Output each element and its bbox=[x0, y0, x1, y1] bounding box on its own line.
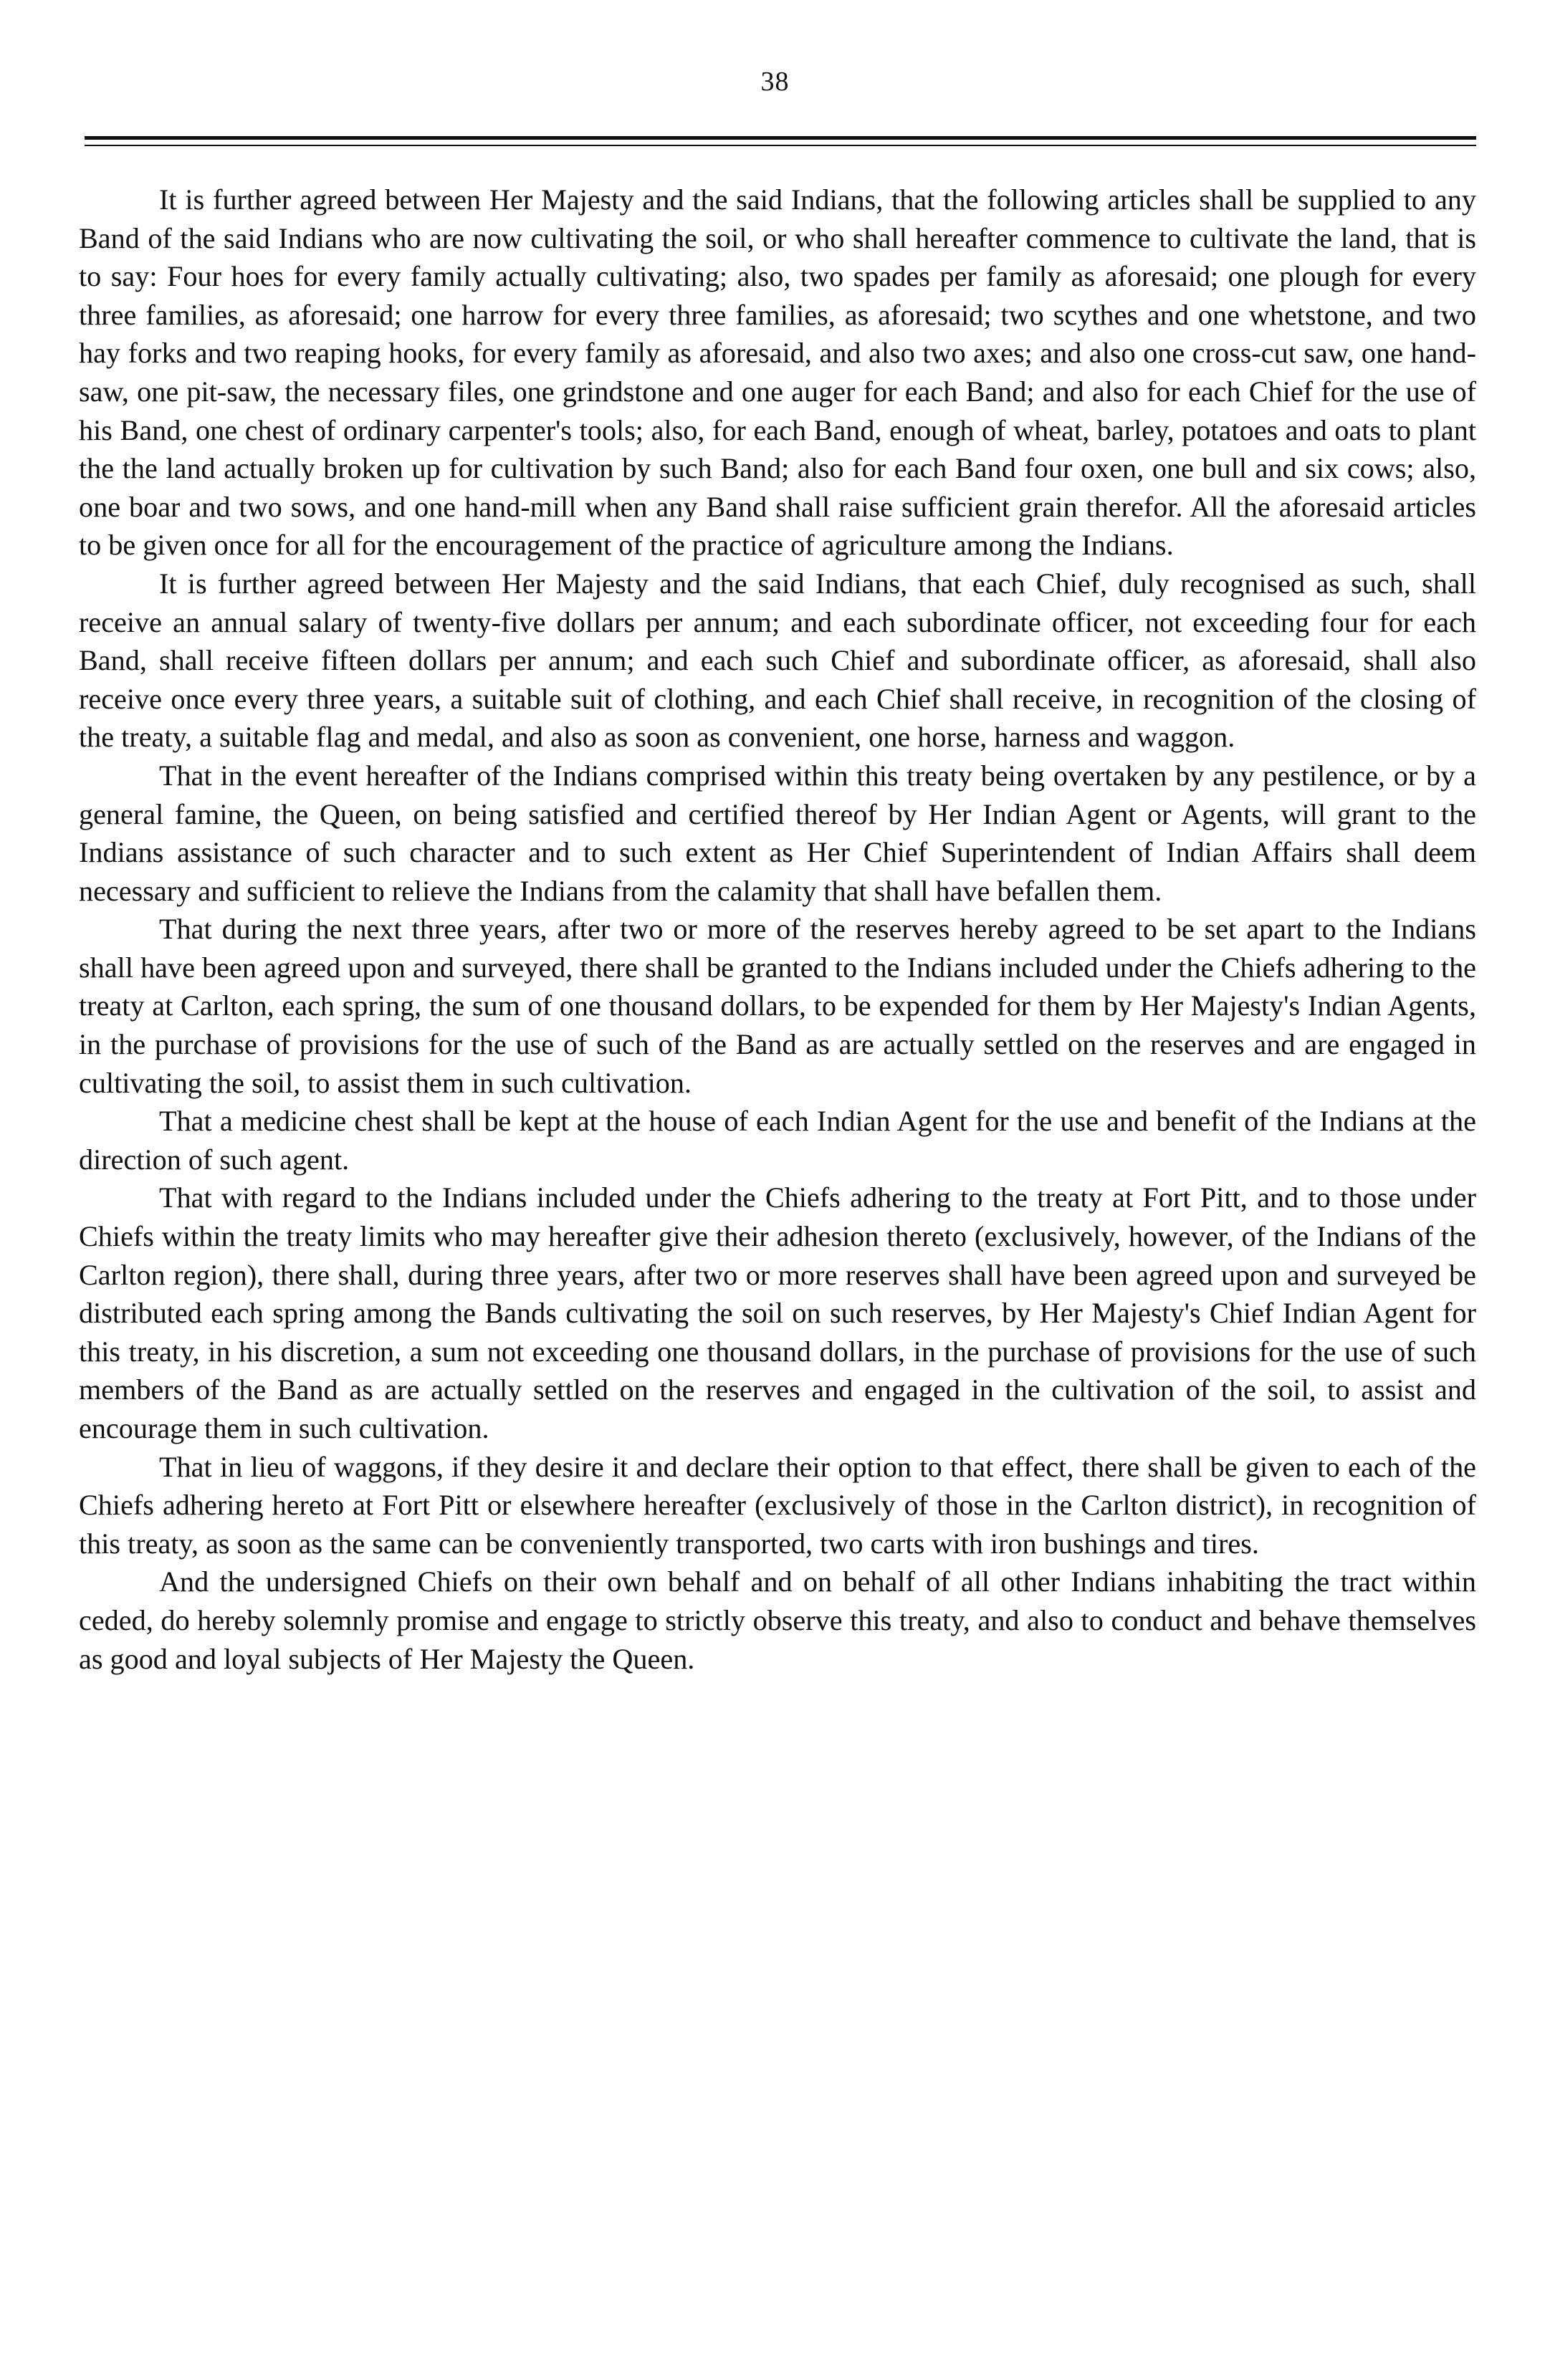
paragraph-medicine-chest: That a medicine chest shall be kept at the house of each Indian Agent for the use and benefit of the Indians at the direction of such agent. bbox=[79, 1105, 1476, 1176]
paragraph-fort-pitt-provisions: That with regard to the Indians included under the Chiefs adhering to the treaty at Fort Pitt, and to those under Chiefs within the treaty limits who may hereafter give their adhesion thereto (exclusively, however, of the Indians of the Carlton region), there shall, during three years, after two or more reserves shall have been agreed upon and surveyed be distributed each spring among the Bands cultivating the soil on such reserves, by Her Majesty's Chief Indian Agent for this treaty, in his discretion, a sum not exceeding one thousand dollars, in the purchase of provisions for the use of such members of the Band as are actually settled on the reserves and engaged in the cultivation of the soil, to assist and encourage them in such cultivation. bbox=[79, 1181, 1476, 1444]
paragraph-undertaking: And the undersigned Chiefs on their own behalf and on behalf of all other Indians inhabiting the tract within ceded, do hereby solemnly promise and engage to strictly observe this treaty, and also to conduct and behave themselves as good and loyal subjects of Her Majesty the Queen. bbox=[79, 1565, 1476, 1675]
paragraph-famine-assistance: That in the event hereafter of the Indians comprised within this treaty being overtaken by any pestilence, or by a general famine, the Queen, on being satisfied and certified thereof by Her Indian Agent or Agents, will grant to the Indians assistance of such character and to such extent as Her Chief Superintendent of Indian Affairs shall deem necessary and sufficient to relieve the Indians from the calamity that shall have befallen them. bbox=[79, 759, 1476, 907]
header-rule-thick bbox=[85, 136, 1476, 140]
paragraph-carlton-provisions: That during the next three years, after two or more of the reserves hereby agreed to be set apart to the Indians shall have been agreed upon and surveyed, there shall be granted to the Indians included under the Chiefs adhering to the treaty at Carlton, each spring, the sum of one thousand dollars, to be expended for them by Her Majesty's Indian Agents, in the purchase of provisions for the use of such of the Band as are actually settled on the reserves and are engaged in cultivating the soil, to assist them in such cultivation. bbox=[79, 913, 1476, 1099]
paragraph-chief-salaries: It is further agreed between Her Majesty and the said Indians, that each Chief, duly recognised as such, shall receive an annual salary of twenty-five dollars per annum; and each subordinate officer, not exceeding four for each Band, shall receive fifteen dollars per annum; and each such Chief and subordinate officer, as aforesaid, shall also receive once every three years, a suitable suit of clothing, and each Chief shall receive, in recognition of the closing of the treaty, a suitable flag and medal, and also as soon as convenient, one horse, harness and waggon. bbox=[79, 567, 1476, 754]
page-number: 38 bbox=[760, 67, 790, 97]
paragraph-agricultural-implements: It is further agreed between Her Majesty and the said Indians, that the following articles shall be supplied to any Band of the said Indians who are now cultivating the soil, or who shall hereafter commence to cultivate the land, that is to say: Four hoes for every family actually cultivating; also, two spades per family as aforesaid; one plough for every three families, as aforesaid; one harrow for every three families, as aforesaid; two scythes and one whetstone, and two hay forks and two reaping hooks, for every family as aforesaid, and also two axes; and also one cross-cut saw, one hand-saw, one pit-saw, the necessary files, one grindstone and one auger for each Band; and also for each Chief for the use of his Band, one chest of ordinary carpenter's tools; also, for each Band, enough of wheat, barley, potatoes and oats to plant the the land actually broken up for cultivation by such Band; also for each Band four oxen, one bull and six cows; also, one boar and two sows, and one hand-mill when any Band shall raise sufficient grain therefor. All the aforesaid articles to be given once for all for the encouragement of the practice of agriculture among the Indians. bbox=[79, 183, 1476, 562]
paragraph-carts: That in lieu of waggons, if they desire it and declare their option to that effect, there shall be given to each of the Chiefs adhering hereto at Fort Pitt or elsewhere hereafter (exclusively of those in the Carlton district), in recognition of this treaty, as soon as the same can be conveniently transported, two carts with iron bushings and tires. bbox=[79, 1450, 1476, 1560]
treaty-text bbox=[79, 181, 1476, 1678]
header-rule-thin bbox=[85, 145, 1476, 146]
